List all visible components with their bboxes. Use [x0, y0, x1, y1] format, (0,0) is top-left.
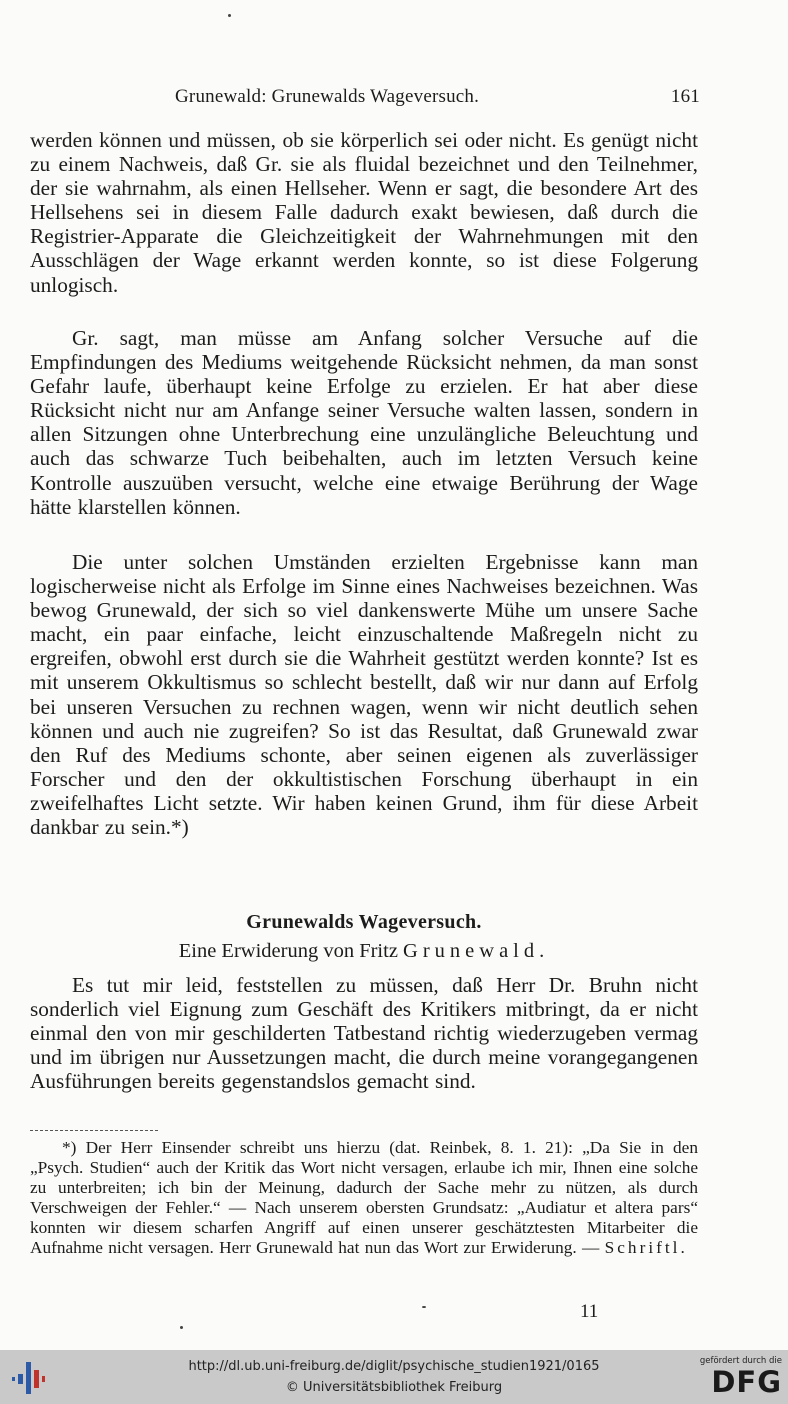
- footnote-text: *) Der Herr Einsender schreibt uns hierzu (dat. Reinbek, 8. 1. 21): „Da Sie in den „Psych. Studien“ auch der Kritik das Wort nicht versagen, erlaube ich mir, Ihnen eine solche zu unterbreiten; ich bin der Meinung, dadurch der Sache mehr zu nützen, als durch Verschweigen der Fehler.“ — Nach unserem obersten Grundsatz: „Audiatur et altera pars“ konnten wir diesem scharfen Angriff auf einen unserer geschätztesten Mitarbeiter die Aufnahme nicht versagen. Herr Grunewald hat nun das Wort zur Erwiderung. —: [30, 1138, 698, 1257]
- paragraph-2: Gr. sagt, man müsse am Anfang solcher Versuche auf die Empfindungen des Mediums weitgehende Rücksicht nehmen, da man sonst Gefahr laufe, überhaupt keine Erfolge zu erzielen. Er hat aber diese Rücksicht nicht nur am Anfange seiner Versuche walten lassen, sondern in allen Sitzungen ohne Unterbrechung eine unzulängliche Beleuchtung und auch das schwarze Tuch beibehalten, auch im letzten Versuch keine Kontrolle auszuüben versucht, welche eine etwaige Berührung der Wage hätte klarstellen können.: [30, 326, 698, 519]
- scan-speck: [422, 1306, 426, 1308]
- footnote-signature: Schriftl.: [604, 1238, 688, 1257]
- scan-speck: [180, 1326, 183, 1329]
- section-subtitle-prefix: Eine Erwiderung von Fritz: [178, 940, 404, 962]
- dfg-logo: [690, 1356, 782, 1400]
- viewer-footer: [0, 1350, 788, 1404]
- section-title: Grunewalds Wageversuch.: [246, 911, 482, 933]
- page-number: 161: [670, 86, 700, 107]
- copyright-notice: © Universitätsbibliothek Freiburg: [285, 1380, 503, 1395]
- scan-speck: [228, 14, 231, 17]
- footnote: [30, 1138, 698, 1258]
- section-subtitle-author: Grunewald.: [403, 940, 550, 962]
- dfg-mark: DFG: [711, 1365, 782, 1399]
- running-header: [30, 86, 700, 112]
- paragraph-1: werden können und müssen, ob sie körperlich sei oder nicht. Es genügt nicht zu einem Nachweis, daß Gr. sie als fluidal bezeichnet und den Teilnehmer, der sie wahrnahm, als einen Hellseher. Wenn er sagt, die besondere Art des Hellsehens sei in diesem Falle dadurch exakt bewiesen, daß durch die Registrier-Apparate die Gleichzeitigkeit der Wahrnehmungen mit den Ausschlägen der Wage erkannt werden konnte, so ist diese Folgerung unlogisch.: [30, 128, 698, 297]
- footnote-rule: [30, 1130, 158, 1131]
- printer-signature-mark: 11: [580, 1301, 599, 1322]
- paragraph-3: Die unter solchen Umständen erzielten Ergebnisse kann man logischerweise nicht als Erfolge im Sinne eines Nachweises bezeichnen. Was bewog Grunewald, der sich so viel dankenswerte Mühe um unsere Sache macht, ein paar einfache, leicht einzuschaltende Maßregeln nicht zu ergreifen, obwohl erst durch sie die Wahrheit gestützt werden konnte? Ist es mit unserem Okkultismus so schlecht bestellt, daß wir nur dann auf Erfolg bei unseren Versuchen zu rechnen wagen, wenn wir nicht deutlich sehen können und auch nie zugreifen? So ist das Resultat, daß Grunewald zwar den Ruf des Mediums schonte, aber seinen eigenen als zuverlässiger Forscher und den der okkultistischen Forschung überhaupt in ein zweifelhaftes Licht setzte. Wir haben keinen Grund, ihm für diese Arbeit dankbar zu sein.*): [30, 550, 698, 840]
- running-title: Grunewald: Grunewalds Wageversuch.: [175, 86, 480, 107]
- dfg-tagline: gefördert durch die: [699, 1356, 782, 1366]
- paragraph-4: Es tut mir leid, feststellen zu müssen, daß Herr Dr. Bruhn nicht sonderlich viel Eignung zum Geschäft des Kritikers mitbringt, da er nicht einmal den von mir geschilderten Tatbestand richtig wiederzugeben vermag und im übrigen nur Aussetzungen macht, die durch meine vorangegangenen Ausführungen bereits gegenstandslos gemacht sind.: [30, 973, 698, 1094]
- section-subtitle: [30, 940, 698, 963]
- source-url-link[interactable]: http://dl.ub.uni-freiburg.de/diglit/psychische_studien1921/0165: [188, 1359, 600, 1374]
